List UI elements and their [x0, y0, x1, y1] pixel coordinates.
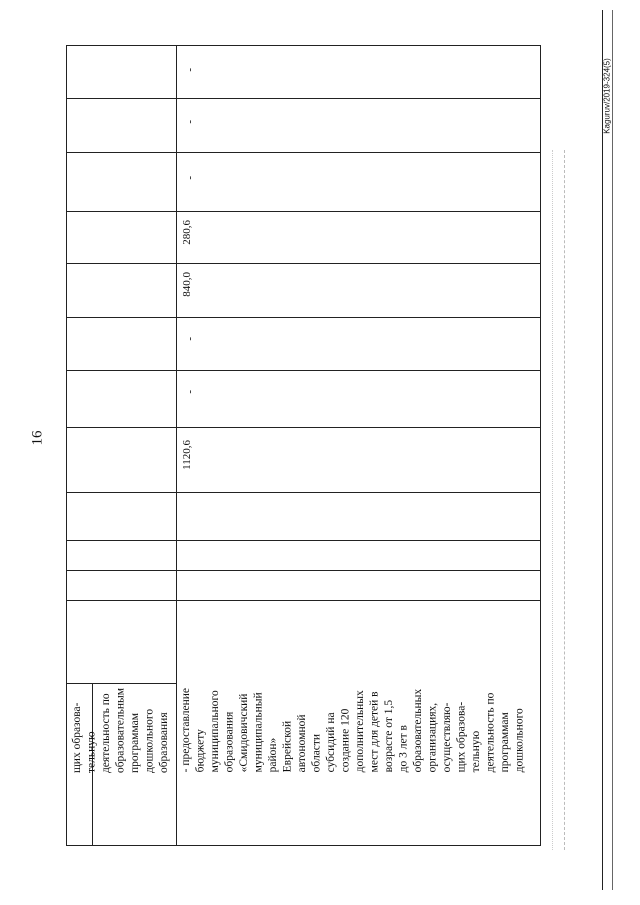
column-separator: [66, 600, 540, 601]
table-border-bottom: [66, 845, 540, 846]
row-separator-top: [66, 683, 176, 684]
value-cell-2: -: [184, 337, 196, 341]
column-separator: [66, 152, 540, 153]
column-separator: [66, 540, 540, 541]
row-1-description: щих образова- тельную деятельность по образовательным программам дошкольного образования: [71, 688, 170, 774]
value-cell-7: -: [184, 68, 196, 72]
document-code: Kaguruv/2019-324(5): [602, 58, 612, 134]
column-separator: [66, 370, 540, 371]
column-separator: [66, 317, 540, 318]
value-cell-6: -: [184, 120, 196, 124]
value-total: 1120,6: [181, 440, 193, 470]
value-cell-5: -: [184, 176, 196, 180]
column-separator: [66, 570, 540, 571]
table-border-top: [66, 45, 540, 46]
column-separator: [66, 211, 540, 212]
table-border-left: [66, 45, 67, 845]
column-separator: [66, 492, 540, 493]
page-number: 16: [29, 430, 46, 446]
value-cell-4: 280,6: [181, 220, 193, 245]
column-separator: [66, 263, 540, 264]
column-separator: [66, 427, 540, 428]
table-border-right: [540, 45, 541, 846]
row-2-description: - предоставление бюджету муниципального образования «Смидовичский муниципальный район» Еврейской автономной области субсидий на создание 120 дополнительных мест для детей в возрасте от 1,5 до 3 лет в образовательных организациях, осуществляю- щих образова- тельную деятельность по программам дошкольного: [180, 688, 526, 773]
column-separator: [66, 98, 540, 99]
value-cell-1: -: [184, 390, 196, 394]
row-separator: [176, 45, 177, 845]
value-cell-3: 840,0: [181, 272, 193, 297]
